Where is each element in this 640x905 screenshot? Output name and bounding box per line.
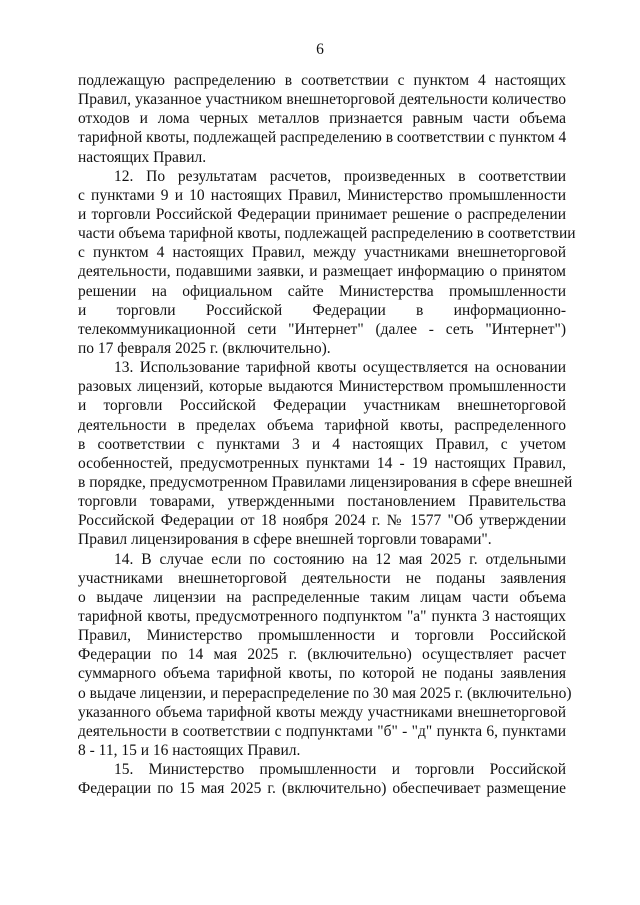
text-line: указанного объема тарифной квоты между участниками внешнеторговой: [78, 703, 566, 721]
text-line: и торговли Российской Федерации участникам внешнеторговой: [78, 397, 566, 415]
text-line: Федерации по 15 мая 2025 г. (включительно) обеспечивает размещение: [78, 780, 566, 798]
text-line: 12. По результатам расчетов, произведенных в соответствии: [114, 167, 566, 185]
text-line: разовых лицензий, которые выдаются Министерством промышленности: [78, 378, 566, 396]
text-line: решении на официальном сайте Министерства промышленности: [78, 282, 566, 300]
text-line: и торговли Российской Федерации принимает решение о распределении: [78, 205, 566, 223]
text-line: деятельности в соответствии с подпунктами "б" - "д" пункта 6, пунктами: [78, 722, 566, 740]
text-line: телекоммуникационной сети "Интернет" (далее - сеть "Интернет"): [78, 320, 566, 338]
text-line: Правил, Министерство промышленности и торговли Российской: [78, 627, 566, 645]
paragraph-item-13: [78, 358, 573, 549]
text-line: Правил лицензирования в сфере внешней торговли товарами".: [78, 531, 492, 549]
text-line: в порядке, предусмотренном Правилами лицензирования в сфере внешней: [78, 473, 573, 491]
paragraph-continuation: [78, 71, 566, 167]
paragraph-item-14: [78, 550, 572, 761]
text-line: по 17 февраля 2025 г. (включительно).: [78, 339, 331, 357]
text-line: 13. Использование тарифной квоты осуществляется на основании: [114, 359, 566, 377]
text-line: особенностей, предусмотренных пунктами 14 - 19 настоящих Правил,: [78, 454, 566, 472]
text-line: о выдаче лицензии, и перераспределение по 30 мая 2025 г. (включительно): [78, 684, 572, 702]
text-line: в соответствии с пунктами 3 и 4 настоящих Правил, с учетом: [78, 435, 566, 453]
text-line: с пунктами 9 и 10 настоящих Правил, Министерство промышленности: [78, 186, 566, 204]
text-line: о выдаче лицензии на распределенные таким лицам части объема: [78, 588, 566, 606]
text-line: суммарного объема тарифной квоты, по которой не поданы заявления: [78, 665, 566, 683]
text-line: отходов и лома черных металлов признается равным части объема: [78, 110, 566, 128]
page-number: 6: [316, 41, 324, 58]
text-line: с пунктом 4 настоящих Правил, между участниками внешнеторговой: [78, 244, 566, 262]
text-line: тарифной квоты, предусмотренного подпунктом "а" пункта 3 настоящих: [78, 607, 566, 625]
text-line: 14. В случае если по состоянию на 12 мая 2025 г. отдельными: [114, 550, 566, 568]
text-line: Федерации по 14 мая 2025 г. (включительно) осуществляет расчет: [78, 646, 566, 664]
text-line: 15. Министерство промышленности и торговли Российской: [114, 761, 566, 779]
text-line: торговли товарами, утвержденными постановлением Правительства: [78, 493, 566, 511]
text-line: 8 - 11, 15 и 16 настоящих Правил.: [78, 741, 301, 759]
paragraph-item-12: [78, 167, 576, 358]
text-line: Правил, указанное участником внешнеторговой деятельности количество: [78, 91, 566, 109]
text-line: деятельности, подавшими заявки, и размещает информацию о принятом: [78, 263, 566, 281]
text-line: и торговли Российской Федерации в информационно-: [78, 301, 566, 319]
text-line: Российской Федерации от 18 ноября 2024 г. № 1577 "Об утверждении: [78, 512, 566, 530]
text-line: части объема тарифной квоты, подлежащей распределению в соответствии: [78, 225, 576, 243]
text-line: тарифной квоты, подлежащей распределению в соответствии с пунктом 4: [78, 129, 567, 147]
text-line: участниками внешнеторговой деятельности не поданы заявления: [78, 569, 566, 587]
text-line: подлежащую распределению в соответствии с пунктом 4 настоящих: [78, 72, 566, 89]
document-body: [78, 71, 576, 798]
text-line: настоящих Правил.: [78, 148, 207, 166]
text-line: деятельности в пределах объема тарифной квоты, распределенного: [78, 416, 566, 434]
paragraph-item-15: [78, 760, 566, 798]
